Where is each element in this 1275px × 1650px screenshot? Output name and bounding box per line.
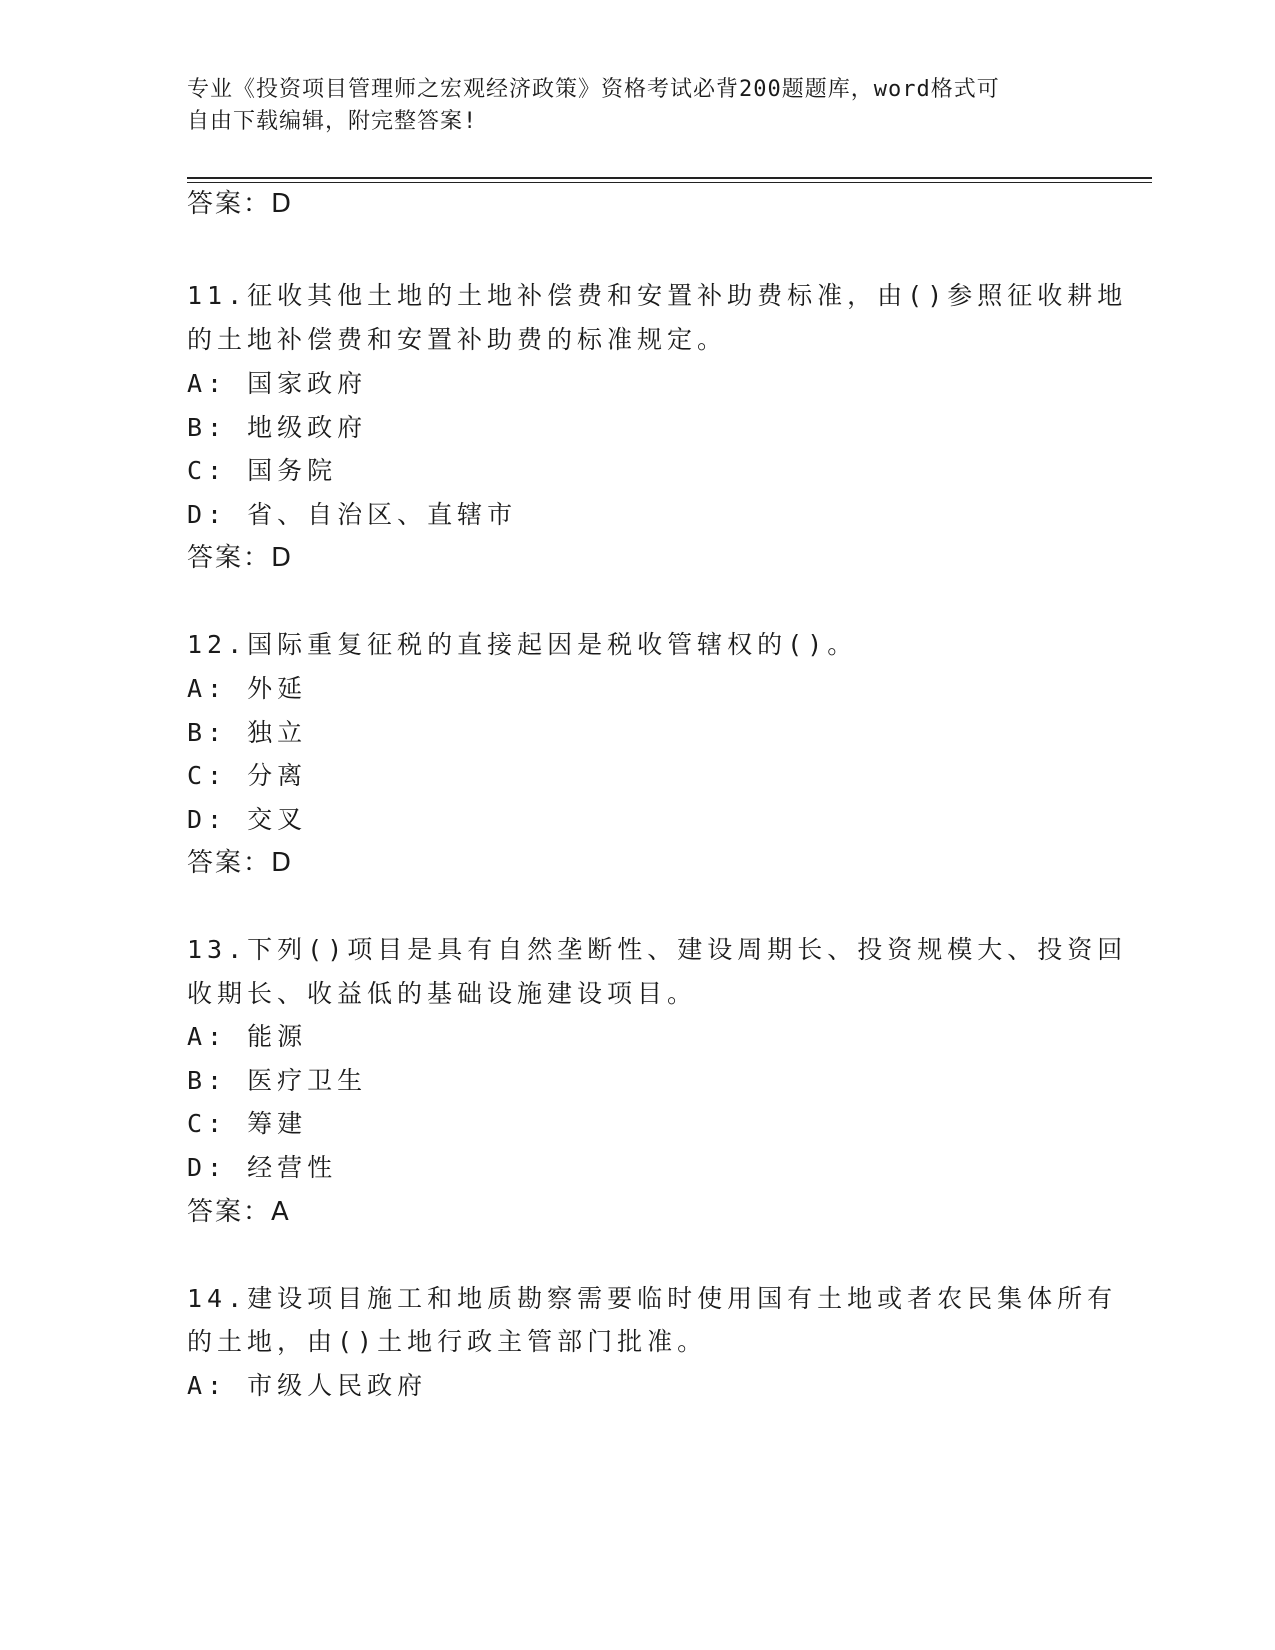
answer-value: A (271, 1197, 291, 1227)
answer-value: D (271, 543, 294, 573)
question-12-option-b: B: 独立 (187, 718, 308, 747)
question-11-option-a: A: 国家政府 (187, 369, 368, 398)
question-13-option-a: A: 能源 (187, 1022, 308, 1051)
answer-label: 答案： (187, 1197, 272, 1227)
header-divider-thin (187, 182, 1152, 183)
answer-label: 答案： (187, 848, 272, 878)
question-12-answer (187, 848, 293, 878)
question-13-option-b: B: 医疗卫生 (187, 1066, 368, 1095)
question-12-option-d: D: 交叉 (187, 805, 308, 834)
question-12-line-1: 12.国际重复征税的直接起因是税收管辖权的()。 (187, 630, 858, 659)
header-divider-thick (187, 177, 1152, 179)
question-14-line-1: 14.建设项目施工和地质勘察需要临时使用国有土地或者农民集体所有 (187, 1284, 1118, 1313)
question-11-line-1: 11.征收其他土地的土地补偿费和安置补助费标准，由()参照征收耕地 (187, 281, 1128, 310)
question-13-answer (187, 1197, 291, 1227)
header-line-2: 自由下载编辑，附完整答案! (187, 109, 478, 134)
answer-label: 答案： (187, 189, 272, 219)
answer-value: D (271, 848, 294, 878)
question-11-answer (187, 543, 293, 573)
question-11-option-c: C: 国务院 (187, 456, 338, 485)
answer-line (187, 189, 293, 219)
question-14-option-a: A: 市级人民政府 (187, 1371, 428, 1400)
question-14-line-2: 的土地，由()土地行政主管部门批准。 (187, 1327, 708, 1356)
question-13-line-2: 收期长、收益低的基础设施建设项目。 (187, 979, 698, 1008)
question-11-line-2: 的土地补偿费和安置补助费的标准规定。 (187, 325, 728, 354)
question-11-option-b: B: 地级政府 (187, 413, 368, 442)
question-13-option-d: D: 经营性 (187, 1153, 338, 1182)
document-header (187, 74, 1067, 138)
question-13-option-c: C: 筹建 (187, 1109, 308, 1138)
answer-label: 答案： (187, 543, 272, 573)
question-13-line-1: 13.下列()项目是具有自然垄断性、建设周期长、投资规模大、投资回 (187, 935, 1128, 964)
answer-value: D (271, 189, 294, 219)
question-11-option-d: D: 省、自治区、直辖市 (187, 500, 518, 529)
header-line-1: 专业《投资项目管理师之宏观经济政策》资格考试必背200题题库，word格式可 (187, 77, 1000, 102)
question-12-option-c: C: 分离 (187, 761, 308, 790)
question-12-option-a: A: 外延 (187, 674, 308, 703)
